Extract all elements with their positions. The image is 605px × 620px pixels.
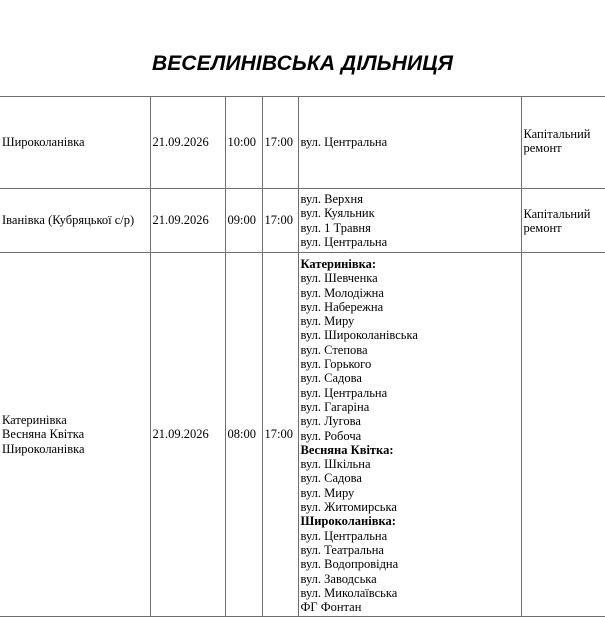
address-group-heading: Весняна Квітка:: [300, 442, 394, 457]
settlement-name: Широколанівка: [2, 135, 85, 150]
settlement-cell: [0, 97, 150, 189]
street-address: вул. Миколаївська: [300, 585, 398, 600]
street-address: вул. 1 Травня: [300, 220, 371, 235]
street-address: вул. Садова: [300, 471, 362, 486]
end-time-cell: 17:00: [262, 189, 298, 253]
settlement-cell: [0, 253, 150, 617]
note-text: Капітальний: [523, 127, 591, 141]
end-time-cell: 17:00: [262, 253, 298, 617]
street-address: ФГ Фонтан: [300, 600, 362, 615]
street-address: вул. Горького: [300, 357, 372, 372]
street-address: вул. Шевченка: [300, 271, 378, 286]
street-address: вул. Центральна: [300, 385, 388, 400]
street-address: вул. Робоча: [300, 428, 362, 443]
table-row: [0, 189, 605, 253]
outage-schedule-table: [0, 96, 605, 617]
street-address: вул. Театральна: [300, 542, 384, 557]
street-address: вул. Куяльник: [300, 206, 375, 221]
street-address: вул. Центральна: [300, 135, 388, 150]
date-cell: 21.09.2026: [150, 189, 225, 253]
note-text: Капітальний: [523, 207, 591, 221]
settlement-cell: [0, 189, 150, 253]
street-address: вул. Набережна: [300, 299, 384, 314]
note-cell: [521, 97, 605, 189]
address-group-heading: Катеринівка:: [300, 257, 377, 271]
note-text: ремонт: [523, 221, 562, 236]
page-title: ВЕСЕЛИНІВСЬКА ДІЛЬНИЦЯ: [151, 52, 454, 75]
table-row: [0, 253, 605, 617]
start-time-cell: 08:00: [225, 253, 262, 617]
addresses-cell: [298, 97, 521, 189]
addresses-cell: [298, 189, 521, 253]
street-address: вул. Житомирська: [300, 500, 397, 515]
street-address: вул. Гагаріна: [300, 399, 370, 414]
table-row: [0, 97, 605, 189]
settlement-name: Весняна Квітка: [2, 427, 85, 442]
note-cell: [521, 189, 605, 253]
start-time-cell: 09:00: [225, 189, 262, 253]
street-address: вул. Молодіжна: [300, 285, 384, 300]
street-address: вул. Миру: [300, 485, 355, 500]
addresses-cell: [298, 253, 521, 617]
address-group-heading: Широколанівка:: [300, 514, 396, 529]
street-address: вул. Лугова: [300, 414, 361, 429]
note-cell: [521, 253, 605, 617]
start-time-cell: 10:00: [225, 97, 262, 189]
street-address: вул. Заводська: [300, 571, 377, 586]
street-address: вул. Водопровідна: [300, 557, 399, 572]
settlement-name: Широколанівка: [2, 441, 85, 456]
street-address: вул. Степова: [300, 342, 368, 357]
settlement-name: Іванівка (Кубряцької с/р): [2, 213, 135, 228]
street-address: вул. Центральна: [300, 528, 388, 543]
street-address: вул. Центральна: [300, 234, 388, 249]
date-cell: 21.09.2026: [150, 253, 225, 617]
date-cell: 21.09.2026: [150, 97, 225, 189]
end-time-cell: 17:00: [262, 97, 298, 189]
street-address: вул. Садова: [300, 371, 362, 386]
note-text: ремонт: [523, 141, 562, 156]
street-address: вул. Миру: [300, 314, 355, 329]
street-address: вул. Верхня: [300, 191, 363, 206]
street-address: вул. Широколанівська: [300, 328, 418, 343]
street-address: вул. Шкільна: [300, 457, 371, 472]
settlement-name: Катеринівка: [2, 413, 67, 428]
